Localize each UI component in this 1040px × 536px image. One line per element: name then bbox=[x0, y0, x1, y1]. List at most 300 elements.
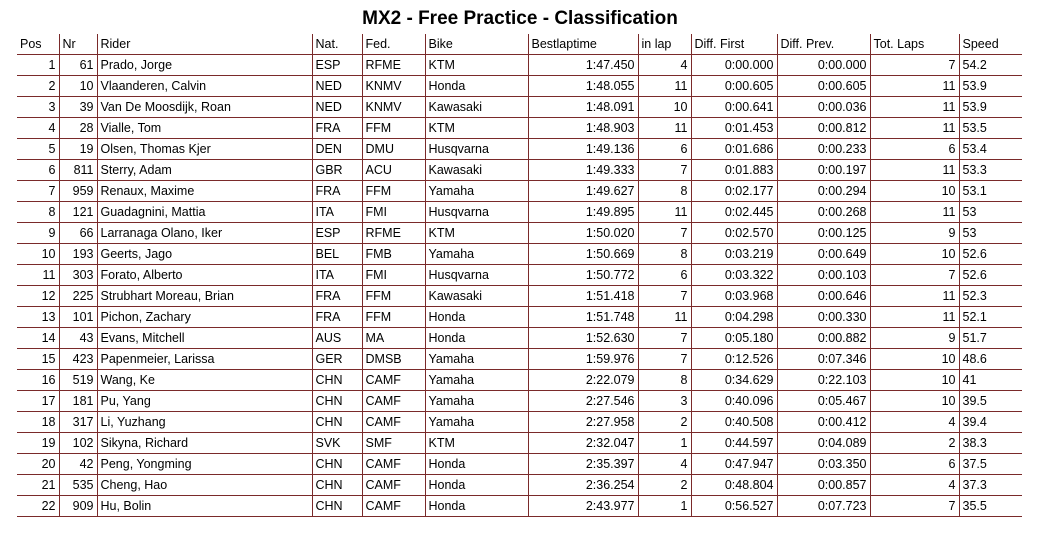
cell-speed: 53.1 bbox=[959, 181, 1022, 202]
table-row bbox=[17, 76, 1022, 97]
cell-in-lap: 6 bbox=[638, 265, 691, 286]
cell-diff-first: 0:44.597 bbox=[691, 433, 777, 454]
cell-diff-first: 0:01.453 bbox=[691, 118, 777, 139]
cell-bestlaptime: 2:43.977 bbox=[528, 496, 638, 517]
cell-speed: 39.4 bbox=[959, 412, 1022, 433]
cell-pos: 1 bbox=[17, 55, 59, 76]
cell-bestlaptime: 1:48.055 bbox=[528, 76, 638, 97]
cell-diff-first: 0:01.883 bbox=[691, 160, 777, 181]
column-header-speed: Speed bbox=[959, 34, 1022, 55]
cell-in-lap: 4 bbox=[638, 454, 691, 475]
cell-nr: 42 bbox=[59, 454, 97, 475]
cell-nr: 39 bbox=[59, 97, 97, 118]
table-row bbox=[17, 181, 1022, 202]
cell-diff-first: 0:04.298 bbox=[691, 307, 777, 328]
cell-fed: CAMF bbox=[362, 475, 425, 496]
cell-bestlaptime: 1:50.669 bbox=[528, 244, 638, 265]
cell-speed: 54.2 bbox=[959, 55, 1022, 76]
cell-diff-prev: 0:00.036 bbox=[777, 97, 870, 118]
cell-bestlaptime: 1:51.748 bbox=[528, 307, 638, 328]
cell-speed: 39.5 bbox=[959, 391, 1022, 412]
cell-pos: 3 bbox=[17, 97, 59, 118]
cell-bestlaptime: 2:35.397 bbox=[528, 454, 638, 475]
cell-diff-prev: 0:00.605 bbox=[777, 76, 870, 97]
cell-bestlaptime: 1:50.020 bbox=[528, 223, 638, 244]
cell-nat: CHN bbox=[312, 370, 362, 391]
page-title: MX2 - Free Practice - Classification bbox=[362, 8, 678, 29]
cell-tot-laps: 10 bbox=[870, 349, 959, 370]
cell-nr: 535 bbox=[59, 475, 97, 496]
cell-fed: RFME bbox=[362, 55, 425, 76]
cell-bike: Husqvarna bbox=[425, 265, 528, 286]
cell-nr: 28 bbox=[59, 118, 97, 139]
cell-bike: Honda bbox=[425, 328, 528, 349]
table-row bbox=[17, 307, 1022, 328]
cell-tot-laps: 7 bbox=[870, 55, 959, 76]
cell-nat: FRA bbox=[312, 286, 362, 307]
cell-nr: 811 bbox=[59, 160, 97, 181]
cell-tot-laps: 10 bbox=[870, 370, 959, 391]
cell-pos: 9 bbox=[17, 223, 59, 244]
cell-rider: Larranaga Olano, Iker bbox=[97, 223, 312, 244]
cell-rider: Guadagnini, Mattia bbox=[97, 202, 312, 223]
cell-bestlaptime: 2:36.254 bbox=[528, 475, 638, 496]
cell-fed: FMI bbox=[362, 202, 425, 223]
cell-nat: FRA bbox=[312, 118, 362, 139]
cell-nr: 303 bbox=[59, 265, 97, 286]
cell-bike: KTM bbox=[425, 118, 528, 139]
cell-tot-laps: 11 bbox=[870, 286, 959, 307]
cell-bestlaptime: 2:27.958 bbox=[528, 412, 638, 433]
cell-pos: 13 bbox=[17, 307, 59, 328]
cell-diff-prev: 0:03.350 bbox=[777, 454, 870, 475]
cell-tot-laps: 6 bbox=[870, 454, 959, 475]
cell-bestlaptime: 1:59.976 bbox=[528, 349, 638, 370]
cell-tot-laps: 10 bbox=[870, 181, 959, 202]
table-row bbox=[17, 433, 1022, 454]
cell-bestlaptime: 1:49.627 bbox=[528, 181, 638, 202]
cell-rider: Pu, Yang bbox=[97, 391, 312, 412]
cell-fed: DMU bbox=[362, 139, 425, 160]
cell-speed: 52.6 bbox=[959, 265, 1022, 286]
cell-speed: 52.1 bbox=[959, 307, 1022, 328]
cell-nat: ITA bbox=[312, 265, 362, 286]
cell-diff-first: 0:47.947 bbox=[691, 454, 777, 475]
cell-pos: 5 bbox=[17, 139, 59, 160]
table-row bbox=[17, 139, 1022, 160]
cell-fed: FFM bbox=[362, 118, 425, 139]
cell-bestlaptime: 1:52.630 bbox=[528, 328, 638, 349]
cell-diff-first: 0:05.180 bbox=[691, 328, 777, 349]
cell-pos: 20 bbox=[17, 454, 59, 475]
cell-bike: Kawasaki bbox=[425, 286, 528, 307]
cell-fed: FFM bbox=[362, 307, 425, 328]
cell-fed: ACU bbox=[362, 160, 425, 181]
cell-pos: 10 bbox=[17, 244, 59, 265]
cell-diff-prev: 0:00.125 bbox=[777, 223, 870, 244]
cell-bike: Husqvarna bbox=[425, 202, 528, 223]
cell-in-lap: 11 bbox=[638, 307, 691, 328]
cell-bike: Honda bbox=[425, 475, 528, 496]
cell-speed: 51.7 bbox=[959, 328, 1022, 349]
cell-pos: 4 bbox=[17, 118, 59, 139]
cell-rider: Van De Moosdijk, Roan bbox=[97, 97, 312, 118]
cell-bike: KTM bbox=[425, 223, 528, 244]
cell-diff-prev: 0:00.268 bbox=[777, 202, 870, 223]
cell-bike: KTM bbox=[425, 55, 528, 76]
cell-bike: Yamaha bbox=[425, 349, 528, 370]
classification-table bbox=[17, 34, 1022, 517]
cell-tot-laps: 6 bbox=[870, 139, 959, 160]
cell-speed: 53 bbox=[959, 202, 1022, 223]
cell-nat: CHN bbox=[312, 454, 362, 475]
table-row bbox=[17, 55, 1022, 76]
cell-fed: CAMF bbox=[362, 496, 425, 517]
cell-nr: 519 bbox=[59, 370, 97, 391]
column-header-diff-first: Diff. First bbox=[691, 34, 777, 55]
table-row bbox=[17, 118, 1022, 139]
cell-bestlaptime: 2:27.546 bbox=[528, 391, 638, 412]
cell-diff-first: 0:03.968 bbox=[691, 286, 777, 307]
cell-in-lap: 3 bbox=[638, 391, 691, 412]
cell-tot-laps: 11 bbox=[870, 118, 959, 139]
cell-diff-first: 0:02.177 bbox=[691, 181, 777, 202]
cell-speed: 53.3 bbox=[959, 160, 1022, 181]
cell-in-lap: 10 bbox=[638, 97, 691, 118]
cell-fed: FMI bbox=[362, 265, 425, 286]
cell-diff-prev: 0:00.646 bbox=[777, 286, 870, 307]
table-row bbox=[17, 391, 1022, 412]
table-row bbox=[17, 244, 1022, 265]
column-header-rider: Rider bbox=[97, 34, 312, 55]
cell-speed: 52.3 bbox=[959, 286, 1022, 307]
cell-fed: KNMV bbox=[362, 97, 425, 118]
cell-rider: Olsen, Thomas Kjer bbox=[97, 139, 312, 160]
cell-nr: 66 bbox=[59, 223, 97, 244]
cell-speed: 53.9 bbox=[959, 97, 1022, 118]
cell-diff-prev: 0:00.197 bbox=[777, 160, 870, 181]
cell-diff-first: 0:03.322 bbox=[691, 265, 777, 286]
cell-tot-laps: 4 bbox=[870, 412, 959, 433]
cell-nat: ESP bbox=[312, 55, 362, 76]
cell-rider: Forato, Alberto bbox=[97, 265, 312, 286]
cell-diff-prev: 0:00.000 bbox=[777, 55, 870, 76]
cell-fed: FFM bbox=[362, 181, 425, 202]
table-row bbox=[17, 265, 1022, 286]
cell-diff-first: 0:34.629 bbox=[691, 370, 777, 391]
cell-pos: 12 bbox=[17, 286, 59, 307]
cell-pos: 2 bbox=[17, 76, 59, 97]
cell-in-lap: 11 bbox=[638, 76, 691, 97]
cell-rider: Strubhart Moreau, Brian bbox=[97, 286, 312, 307]
cell-diff-prev: 0:00.857 bbox=[777, 475, 870, 496]
cell-speed: 37.5 bbox=[959, 454, 1022, 475]
cell-nr: 10 bbox=[59, 76, 97, 97]
cell-nr: 193 bbox=[59, 244, 97, 265]
cell-nat: ESP bbox=[312, 223, 362, 244]
cell-bestlaptime: 2:22.079 bbox=[528, 370, 638, 391]
cell-nr: 101 bbox=[59, 307, 97, 328]
cell-diff-first: 0:02.445 bbox=[691, 202, 777, 223]
cell-in-lap: 7 bbox=[638, 349, 691, 370]
cell-diff-prev: 0:00.294 bbox=[777, 181, 870, 202]
cell-rider: Vlaanderen, Calvin bbox=[97, 76, 312, 97]
cell-speed: 35.5 bbox=[959, 496, 1022, 517]
cell-tot-laps: 4 bbox=[870, 475, 959, 496]
cell-fed: MA bbox=[362, 328, 425, 349]
cell-nat: ITA bbox=[312, 202, 362, 223]
cell-nat: FRA bbox=[312, 307, 362, 328]
cell-in-lap: 11 bbox=[638, 202, 691, 223]
cell-bestlaptime: 1:48.091 bbox=[528, 97, 638, 118]
cell-bestlaptime: 2:32.047 bbox=[528, 433, 638, 454]
cell-rider: Evans, Mitchell bbox=[97, 328, 312, 349]
table-row bbox=[17, 328, 1022, 349]
cell-speed: 53.4 bbox=[959, 139, 1022, 160]
cell-bike: KTM bbox=[425, 433, 528, 454]
cell-bike: Kawasaki bbox=[425, 160, 528, 181]
cell-in-lap: 1 bbox=[638, 433, 691, 454]
cell-bike: Yamaha bbox=[425, 370, 528, 391]
cell-speed: 52.6 bbox=[959, 244, 1022, 265]
cell-fed: FMB bbox=[362, 244, 425, 265]
cell-bestlaptime: 1:50.772 bbox=[528, 265, 638, 286]
column-header-bike: Bike bbox=[425, 34, 528, 55]
cell-speed: 48.6 bbox=[959, 349, 1022, 370]
cell-nr: 121 bbox=[59, 202, 97, 223]
cell-rider: Sterry, Adam bbox=[97, 160, 312, 181]
column-header-in-lap: in lap bbox=[638, 34, 691, 55]
cell-pos: 8 bbox=[17, 202, 59, 223]
cell-tot-laps: 10 bbox=[870, 391, 959, 412]
cell-speed: 53.9 bbox=[959, 76, 1022, 97]
cell-speed: 53 bbox=[959, 223, 1022, 244]
cell-bike: Kawasaki bbox=[425, 97, 528, 118]
cell-nr: 102 bbox=[59, 433, 97, 454]
cell-diff-first: 0:00.000 bbox=[691, 55, 777, 76]
cell-diff-first: 0:40.508 bbox=[691, 412, 777, 433]
column-header-tot-laps: Tot. Laps bbox=[870, 34, 959, 55]
cell-pos: 17 bbox=[17, 391, 59, 412]
cell-tot-laps: 11 bbox=[870, 202, 959, 223]
cell-bike: Husqvarna bbox=[425, 139, 528, 160]
table-row bbox=[17, 412, 1022, 433]
cell-in-lap: 7 bbox=[638, 328, 691, 349]
cell-nat: CHN bbox=[312, 391, 362, 412]
cell-diff-first: 0:00.605 bbox=[691, 76, 777, 97]
column-header-nr: Nr bbox=[59, 34, 97, 55]
cell-pos: 18 bbox=[17, 412, 59, 433]
cell-nat: NED bbox=[312, 97, 362, 118]
cell-rider: Vialle, Tom bbox=[97, 118, 312, 139]
cell-fed: KNMV bbox=[362, 76, 425, 97]
cell-bike: Yamaha bbox=[425, 412, 528, 433]
cell-tot-laps: 11 bbox=[870, 307, 959, 328]
table-body bbox=[17, 55, 1022, 517]
cell-nat: AUS bbox=[312, 328, 362, 349]
cell-nat: CHN bbox=[312, 412, 362, 433]
table-row bbox=[17, 496, 1022, 517]
cell-nr: 181 bbox=[59, 391, 97, 412]
cell-diff-prev: 0:00.882 bbox=[777, 328, 870, 349]
table-row bbox=[17, 370, 1022, 391]
cell-rider: Wang, Ke bbox=[97, 370, 312, 391]
cell-diff-first: 0:40.096 bbox=[691, 391, 777, 412]
cell-nr: 909 bbox=[59, 496, 97, 517]
cell-nr: 423 bbox=[59, 349, 97, 370]
cell-pos: 21 bbox=[17, 475, 59, 496]
cell-fed: CAMF bbox=[362, 454, 425, 475]
cell-in-lap: 8 bbox=[638, 244, 691, 265]
cell-pos: 7 bbox=[17, 181, 59, 202]
cell-tot-laps: 11 bbox=[870, 97, 959, 118]
table-row bbox=[17, 475, 1022, 496]
cell-fed: CAMF bbox=[362, 370, 425, 391]
cell-tot-laps: 9 bbox=[870, 328, 959, 349]
cell-pos: 6 bbox=[17, 160, 59, 181]
cell-nr: 317 bbox=[59, 412, 97, 433]
cell-nat: FRA bbox=[312, 181, 362, 202]
cell-nat: CHN bbox=[312, 475, 362, 496]
cell-bike: Honda bbox=[425, 454, 528, 475]
cell-speed: 37.3 bbox=[959, 475, 1022, 496]
cell-diff-prev: 0:00.649 bbox=[777, 244, 870, 265]
table-row bbox=[17, 286, 1022, 307]
cell-nat: DEN bbox=[312, 139, 362, 160]
cell-bike: Honda bbox=[425, 496, 528, 517]
column-header-bestlaptime: Bestlaptime bbox=[528, 34, 638, 55]
cell-rider: Papenmeier, Larissa bbox=[97, 349, 312, 370]
cell-bike: Yamaha bbox=[425, 181, 528, 202]
cell-bestlaptime: 1:49.333 bbox=[528, 160, 638, 181]
cell-nat: BEL bbox=[312, 244, 362, 265]
cell-rider: Pichon, Zachary bbox=[97, 307, 312, 328]
cell-diff-prev: 0:00.233 bbox=[777, 139, 870, 160]
cell-tot-laps: 2 bbox=[870, 433, 959, 454]
cell-bike: Honda bbox=[425, 76, 528, 97]
cell-fed: FFM bbox=[362, 286, 425, 307]
cell-pos: 22 bbox=[17, 496, 59, 517]
table-row bbox=[17, 202, 1022, 223]
cell-in-lap: 7 bbox=[638, 286, 691, 307]
cell-nr: 959 bbox=[59, 181, 97, 202]
cell-tot-laps: 11 bbox=[870, 160, 959, 181]
cell-tot-laps: 7 bbox=[870, 496, 959, 517]
cell-rider: Cheng, Hao bbox=[97, 475, 312, 496]
table-row bbox=[17, 454, 1022, 475]
cell-rider: Geerts, Jago bbox=[97, 244, 312, 265]
cell-nat: GER bbox=[312, 349, 362, 370]
cell-in-lap: 2 bbox=[638, 475, 691, 496]
cell-rider: Prado, Jorge bbox=[97, 55, 312, 76]
cell-diff-prev: 0:07.723 bbox=[777, 496, 870, 517]
cell-rider: Li, Yuzhang bbox=[97, 412, 312, 433]
cell-rider: Hu, Bolin bbox=[97, 496, 312, 517]
cell-bestlaptime: 1:51.418 bbox=[528, 286, 638, 307]
cell-rider: Peng, Yongming bbox=[97, 454, 312, 475]
cell-fed: DMSB bbox=[362, 349, 425, 370]
cell-pos: 14 bbox=[17, 328, 59, 349]
cell-diff-prev: 0:00.330 bbox=[777, 307, 870, 328]
cell-bike: Honda bbox=[425, 307, 528, 328]
cell-nat: CHN bbox=[312, 496, 362, 517]
cell-tot-laps: 9 bbox=[870, 223, 959, 244]
cell-in-lap: 2 bbox=[638, 412, 691, 433]
cell-diff-first: 0:12.526 bbox=[691, 349, 777, 370]
table-row bbox=[17, 160, 1022, 181]
cell-bestlaptime: 1:48.903 bbox=[528, 118, 638, 139]
cell-diff-prev: 0:22.103 bbox=[777, 370, 870, 391]
cell-bestlaptime: 1:49.136 bbox=[528, 139, 638, 160]
cell-diff-first: 0:01.686 bbox=[691, 139, 777, 160]
cell-diff-first: 0:02.570 bbox=[691, 223, 777, 244]
cell-fed: RFME bbox=[362, 223, 425, 244]
cell-bestlaptime: 1:47.450 bbox=[528, 55, 638, 76]
cell-tot-laps: 11 bbox=[870, 76, 959, 97]
cell-diff-first: 0:48.804 bbox=[691, 475, 777, 496]
column-header-pos: Pos bbox=[17, 34, 59, 55]
cell-bike: Yamaha bbox=[425, 244, 528, 265]
cell-diff-first: 0:00.641 bbox=[691, 97, 777, 118]
cell-in-lap: 7 bbox=[638, 160, 691, 181]
cell-nr: 19 bbox=[59, 139, 97, 160]
cell-diff-first: 0:03.219 bbox=[691, 244, 777, 265]
cell-fed: CAMF bbox=[362, 412, 425, 433]
cell-in-lap: 6 bbox=[638, 139, 691, 160]
cell-tot-laps: 7 bbox=[870, 265, 959, 286]
cell-speed: 41 bbox=[959, 370, 1022, 391]
cell-in-lap: 4 bbox=[638, 55, 691, 76]
cell-bike: Yamaha bbox=[425, 391, 528, 412]
cell-pos: 19 bbox=[17, 433, 59, 454]
cell-nat: GBR bbox=[312, 160, 362, 181]
table-row bbox=[17, 349, 1022, 370]
cell-nr: 43 bbox=[59, 328, 97, 349]
table-row bbox=[17, 223, 1022, 244]
cell-in-lap: 7 bbox=[638, 223, 691, 244]
cell-nr: 225 bbox=[59, 286, 97, 307]
cell-pos: 15 bbox=[17, 349, 59, 370]
cell-diff-prev: 0:05.467 bbox=[777, 391, 870, 412]
cell-speed: 53.5 bbox=[959, 118, 1022, 139]
column-header-diff-prev: Diff. Prev. bbox=[777, 34, 870, 55]
table-row bbox=[17, 97, 1022, 118]
cell-diff-prev: 0:07.346 bbox=[777, 349, 870, 370]
cell-rider: Sikyna, Richard bbox=[97, 433, 312, 454]
cell-in-lap: 8 bbox=[638, 370, 691, 391]
cell-in-lap: 11 bbox=[638, 118, 691, 139]
cell-tot-laps: 10 bbox=[870, 244, 959, 265]
cell-diff-prev: 0:00.412 bbox=[777, 412, 870, 433]
cell-diff-prev: 0:00.103 bbox=[777, 265, 870, 286]
cell-bestlaptime: 1:49.895 bbox=[528, 202, 638, 223]
cell-diff-first: 0:56.527 bbox=[691, 496, 777, 517]
cell-fed: CAMF bbox=[362, 391, 425, 412]
cell-diff-prev: 0:00.812 bbox=[777, 118, 870, 139]
cell-nat: NED bbox=[312, 76, 362, 97]
cell-pos: 16 bbox=[17, 370, 59, 391]
cell-fed: SMF bbox=[362, 433, 425, 454]
cell-diff-prev: 0:04.089 bbox=[777, 433, 870, 454]
column-header-nat: Nat. bbox=[312, 34, 362, 55]
table-header-row bbox=[17, 34, 1022, 55]
cell-in-lap: 1 bbox=[638, 496, 691, 517]
cell-nat: SVK bbox=[312, 433, 362, 454]
cell-speed: 38.3 bbox=[959, 433, 1022, 454]
cell-nr: 61 bbox=[59, 55, 97, 76]
cell-rider: Renaux, Maxime bbox=[97, 181, 312, 202]
cell-pos: 11 bbox=[17, 265, 59, 286]
